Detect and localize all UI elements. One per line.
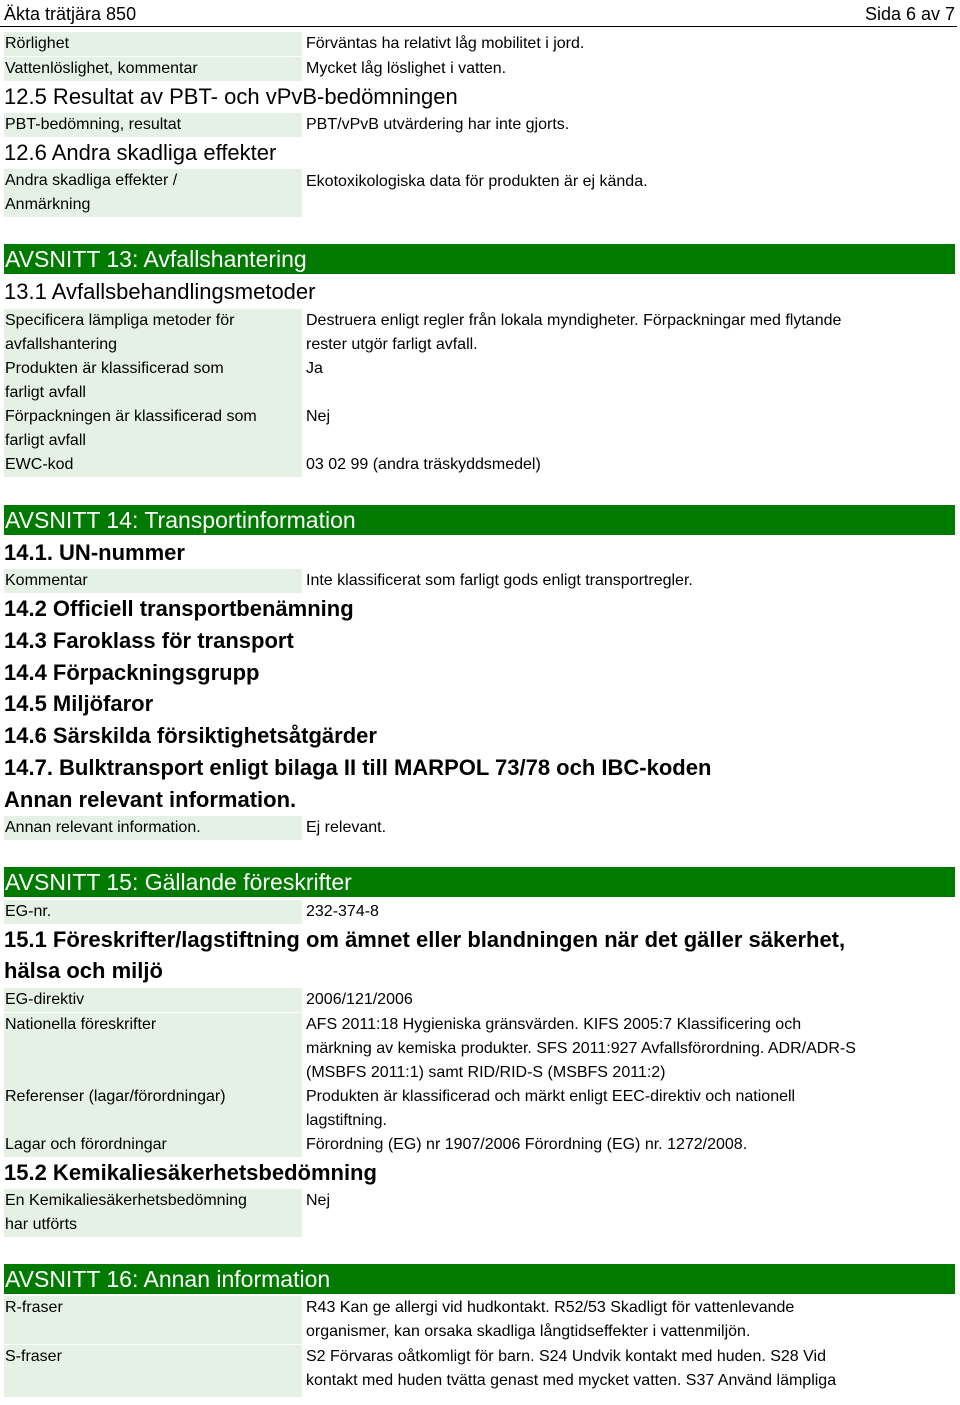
label-r-phrases: R-fraser [4, 1296, 302, 1344]
label-line: Andra skadliga effekter / [5, 172, 178, 189]
value-line: organismer, kan orsaka skadliga långtidseffekter i vattenmiljön. [306, 1323, 751, 1340]
label-solubility: Vattenlöslighet, kommentar [4, 57, 302, 81]
subsection-15-2: 15.2 Kemikaliesäkerhetsbedömning [4, 1160, 377, 1185]
value-line: R43 Kan ge allergi vid hudkontakt. R52/53 Skadligt för vattenlevande [306, 1299, 795, 1316]
value-line: kontakt med huden tvätta genast med mycket vatten. S37 Använd lämpliga [306, 1372, 837, 1389]
value-r-phrases [306, 1296, 946, 1344]
label-national-regulations: Nationella föreskrifter [4, 1013, 302, 1085]
label-comment: Kommentar [4, 569, 302, 593]
label-s-phrases: S-fraser [4, 1345, 302, 1397]
value-solubility: Mycket låg löslighet i vatten. [306, 60, 507, 77]
label-line: farligt avfall [5, 432, 86, 449]
subsection-14-1: 14.1. UN-nummer [4, 540, 185, 565]
value-line: S2 Förvaras oåtkomligt för barn. S24 Undvik kontakt med huden. S28 Vid [306, 1348, 826, 1365]
label-disposal-method [4, 309, 302, 357]
section-band-13 [4, 244, 955, 274]
section-title: AVSNITT 13: Avfallshantering [5, 246, 307, 272]
section-title: AVSNITT 15: Gällande föreskrifter [5, 869, 352, 895]
value-ewc: 03 02 99 (andra träskyddsmedel) [306, 456, 541, 473]
label-mobility: Rörlighet [4, 32, 302, 56]
subsection-14-5: 14.5 Miljöfaror [4, 691, 154, 716]
value-mobility: Förväntas ha relativt låg mobilitet i jord. [306, 35, 585, 52]
label-pbt: PBT-bedömning, resultat [4, 113, 302, 137]
value-line: AFS 2011:18 Hygieniska gränsvärden. KIFS 2005:7 Klassificering och [306, 1016, 802, 1033]
subsection-14-2: 14.2 Officiell transportbenämning [4, 596, 354, 621]
value-line: lagstiftning. [306, 1112, 387, 1129]
label-line: avfallshantering [5, 336, 118, 353]
page-header [0, 2, 957, 27]
section-band-15 [4, 867, 955, 897]
value-comment: Inte klassificerat som farligt gods enligt transportregler. [306, 572, 693, 589]
section-band-16 [4, 1264, 955, 1294]
section-title: AVSNITT 14: Transportinformation [5, 507, 356, 533]
value-national-regulations [306, 1013, 946, 1085]
section-band-14 [4, 505, 955, 535]
label-line: Förpackningen är klassificerad som [5, 408, 257, 425]
value-packaging-hazardous: Nej [306, 408, 331, 425]
label-other-info: Annan relevant information. [4, 816, 302, 840]
value-eg-number: 232-374-8 [306, 903, 379, 920]
label-csa [4, 1189, 302, 1237]
label-line: Anmärkning [5, 196, 91, 213]
subsection-14-7: 14.7. Bulktransport enligt bilaga II till MARPOL 73/78 och IBC-koden [4, 755, 712, 780]
value-line: rester utgör farligt avfall. [306, 336, 478, 353]
value-pbt: PBT/vPvB utvärdering har inte gjorts. [306, 116, 570, 133]
value-other-info: Ej relevant. [306, 819, 387, 836]
value-product-hazardous: Ja [306, 360, 323, 377]
value-csa: Nej [306, 1192, 331, 1209]
subsection-15-1-line1: 15.1 Föreskrifter/lagstiftning om ämnet eller blandningen när det gäller säkerhet, [4, 927, 846, 952]
value-s-phrases [306, 1345, 946, 1393]
subsection-14-3: 14.3 Faroklass för transport [4, 628, 294, 653]
label-line: farligt avfall [5, 384, 86, 401]
label-line: Produkten är klassificerad som [5, 360, 224, 377]
value-line: Produkten är klassificerad och märkt enligt EEC-direktiv och nationell [306, 1088, 796, 1105]
value-line: Destruera enligt regler från lokala myndigheter. Förpackningar med flytande [306, 312, 842, 329]
label-ewc: EWC-kod [4, 453, 302, 477]
label-product-hazardous [4, 357, 302, 405]
label-packaging-hazardous [4, 405, 302, 453]
subsection-12-5: 12.5 Resultat av PBT- och vPvB-bedömningen [4, 84, 458, 109]
subsection-12-6: 12.6 Andra skadliga effekter [4, 140, 277, 165]
label-laws: Lagar och förordningar [4, 1133, 302, 1157]
section-title: AVSNITT 16: Annan information [5, 1266, 331, 1292]
value-line: märkning av kemiska produkter. SFS 2011:927 Avfallsförordning. ADR/ADR-S [306, 1040, 856, 1057]
value-eg-directive: 2006/121/2006 [306, 991, 413, 1008]
page-number: Sida 6 av 7 [864, 4, 955, 24]
subsection-13-1: 13.1 Avfallsbehandlingsmetoder [4, 279, 316, 304]
subsection-other-info: Annan relevant information. [4, 787, 297, 812]
label-eg-directive: EG-direktiv [4, 988, 302, 1012]
label-line: har utförts [5, 1216, 78, 1233]
label-references: Referenser (lagar/förordningar) [4, 1085, 302, 1133]
subsection-14-4: 14.4 Förpackningsgrupp [4, 660, 260, 685]
subsection-14-6: 14.6 Särskilda försiktighetsåtgärder [4, 723, 377, 748]
value-other-effects: Ekotoxikologiska data för produkten är ej kända. [306, 173, 648, 190]
subsection-15-1-line2: hälsa och miljö [4, 958, 163, 983]
product-name: Äkta trätjära 850 [4, 4, 137, 24]
value-laws: Förordning (EG) nr 1907/2006 Förordning (EG) nr. 1272/2008. [306, 1136, 748, 1153]
label-other-effects [4, 169, 302, 217]
label-line: Specificera lämpliga metoder för [5, 312, 235, 329]
value-references [306, 1085, 946, 1133]
value-disposal-method [306, 309, 946, 357]
value-line: (MSBFS 2011:1) samt RID/RID-S (MSBFS 2011:2) [306, 1064, 666, 1081]
label-line: En Kemikaliesäkerhetsbedömning [5, 1192, 247, 1209]
label-eg-number: EG-nr. [4, 900, 302, 924]
